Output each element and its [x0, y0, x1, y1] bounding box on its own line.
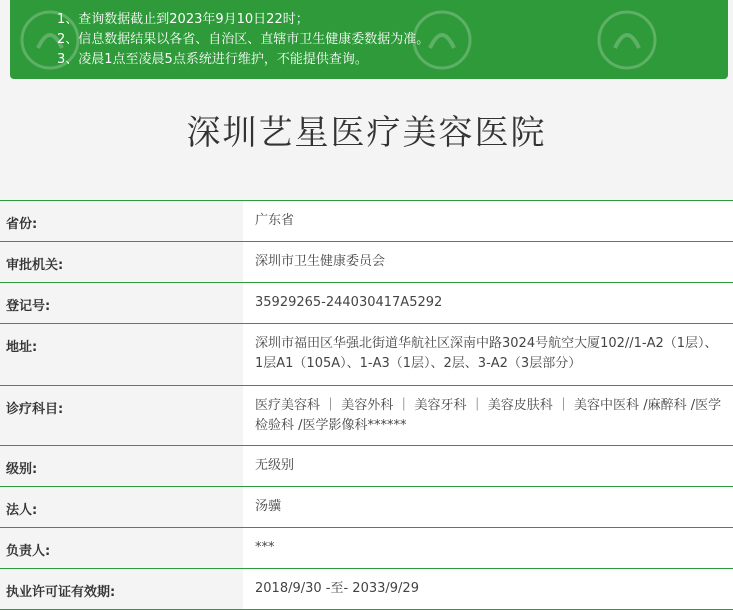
- info-table: [0, 200, 733, 610]
- table-row: [0, 446, 733, 487]
- row-label: 登记号:: [0, 283, 243, 323]
- row-value: 广东省: [243, 201, 733, 241]
- table-row: [0, 283, 733, 324]
- row-value: 深圳市福田区华强北街道华航社区深南中路3024号航空大厦102//1-A2（1层）、1层A1（105A）、1-A3（1层）、2层、3-A2（3层部分）: [243, 324, 733, 385]
- row-label: 地址:: [0, 324, 243, 385]
- page-title: 深圳艺星医疗美容医院: [186, 113, 547, 154]
- row-label: 诊疗科目:: [0, 386, 243, 445]
- notice-line-3: 3、凌晨1点至凌晨5点系统进行维护，不能提供查询。: [57, 52, 368, 67]
- notice-line-2: 2、信息数据结果以各省、自治区、直辖市卫生健康委数据为准。: [57, 32, 430, 47]
- table-row: [0, 386, 733, 446]
- title-area: [0, 79, 733, 181]
- row-value: 汤骥: [243, 487, 733, 527]
- notice-line-1: 1、查询数据截止到2023年9月10日22时；: [57, 12, 309, 27]
- row-label: 审批机关:: [0, 242, 243, 282]
- row-value: ***: [243, 528, 733, 568]
- row-label: 省份:: [0, 201, 243, 241]
- row-label: 级别:: [0, 446, 243, 486]
- row-value: 35929265-244030417A5292: [243, 283, 733, 323]
- row-value: 无级别: [243, 446, 733, 486]
- row-label: 执业许可证有效期:: [0, 569, 243, 609]
- row-value: 深圳市卫生健康委员会: [243, 242, 733, 282]
- table-row: [0, 528, 733, 569]
- table-row: [0, 242, 733, 283]
- row-value: 医疗美容科 ｜ 美容外科 ｜ 美容牙科 ｜ 美容皮肤科 ｜ 美容中医科 /麻醉科 /医学检验科 /医学影像科******: [243, 386, 733, 445]
- notice-banner: [10, 0, 728, 79]
- table-row: [0, 201, 733, 242]
- row-label: 负责人:: [0, 528, 243, 568]
- table-row: [0, 487, 733, 528]
- table-row: [0, 324, 733, 386]
- row-value: 2018/9/30 -至- 2033/9/29: [243, 569, 733, 609]
- row-label: 法人:: [0, 487, 243, 527]
